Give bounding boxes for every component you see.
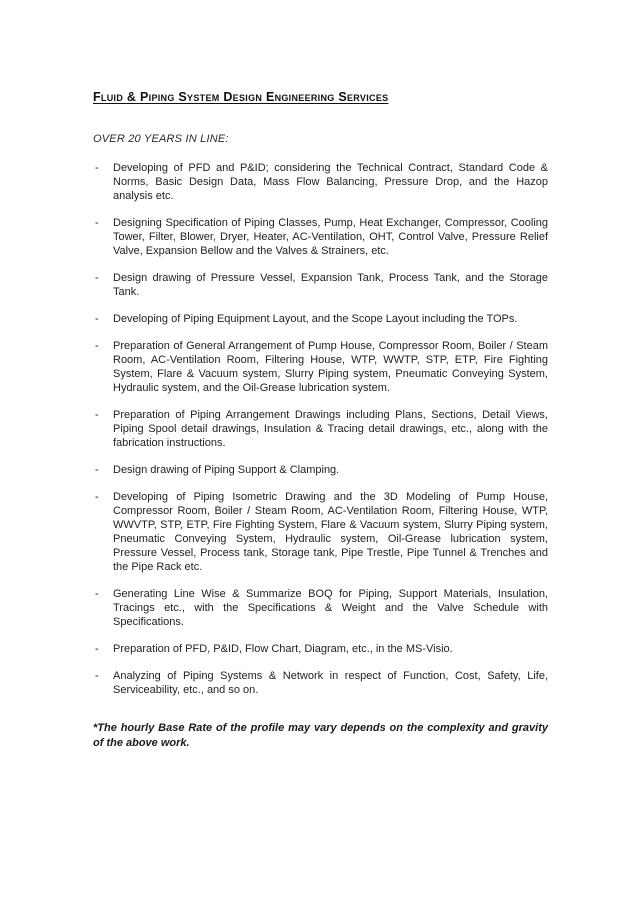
list-item-text: Preparation of PFD, P&ID, Flow Chart, Diagram, etc., in the MS-Visio. [113, 643, 453, 655]
list-item-marker: - [95, 340, 99, 352]
list-item-marker: - [95, 272, 99, 284]
list-item [93, 161, 548, 203]
list-item-text: Developing of PFD and P&ID; considering the Technical Contract, Standard Code & Norms, Basic Design Data, Mass Flow Balancing, Pressure Drop, and the Hazop analysis etc. [113, 162, 548, 202]
services-list [93, 161, 548, 697]
list-item-marker: - [95, 217, 99, 229]
list-item-marker: - [95, 409, 99, 421]
page-subtitle: OVER 20 YEARS IN LINE: [93, 133, 229, 145]
list-item-text: Preparation of General Arrangement of Pump House, Compressor Room, Boiler / Steam Room, AC-Ventilation Room, Filtering House, WTP, WWTP, STP, ETP, Fire Fighting System, Flare & Vacuum system, Slurry Piping system, Pneumatic Conveying System, Hydraulic system, and the Oil-Grease lubrication system. [113, 340, 548, 394]
list-item-text: Developing of Piping Isometric Drawing and the 3D Modeling of Pump House, Compressor Room, Boiler / Steam Room, AC-Ventilation Room, Filtering House, WTP, WWVTP, STP, ETP, Fire Fighting System, Flare & Vacuum system, Slurry Piping system, Pneumatic Conveying System, Hydraulic system, Oil-Grease lubrication system, Pressure Vessel, Process tank, Storage tank, Pipe Trestle, Pipe Tunnel & Trenches and the Pipe Rack etc. [113, 491, 548, 573]
list-item-marker: - [95, 491, 99, 503]
list-item [93, 216, 548, 258]
list-item-marker: - [95, 643, 99, 655]
document-content [93, 90, 548, 751]
list-item-text: Generating Line Wise & Summarize BOQ for Piping, Support Materials, Insulation, Tracings etc., with the Specifications & Weight and the Valve Schedule with Specifications. [113, 588, 548, 628]
list-item [93, 642, 548, 656]
list-item [93, 312, 548, 326]
list-item-marker: - [95, 162, 99, 174]
list-item [93, 408, 548, 450]
list-item-marker: - [95, 464, 99, 476]
list-item-text: Design drawing of Pressure Vessel, Expansion Tank, Process Tank, and the Storage Tank. [113, 272, 548, 298]
list-item-text: Developing of Piping Equipment Layout, and the Scope Layout including the TOPs. [113, 313, 518, 325]
list-item [93, 271, 548, 299]
list-item-text: Preparation of Piping Arrangement Drawings including Plans, Sections, Detail Views, Piping Spool detail drawings, Insulation & Tracing detail drawings, etc., along with the fabrication instructions. [113, 409, 548, 449]
list-item [93, 490, 548, 574]
list-item [93, 463, 548, 477]
list-item [93, 339, 548, 395]
footnote: *The hourly Base Rate of the profile may vary depends on the complexity and gravity of the above work. [93, 722, 548, 749]
list-item [93, 587, 548, 629]
list-item-text: Analyzing of Piping Systems & Network in respect of Function, Cost, Safety, Life, Serviceability, etc., and so on. [113, 670, 548, 696]
list-item-text: Designing Specification of Piping Classes, Pump, Heat Exchanger, Compressor, Cooling Tower, Filter, Blower, Dryer, Heater, AC-Ventilation, OHT, Control Valve, Pressure Relief Valve, Expansion Bellow and the Valves & Strainers, etc. [113, 217, 548, 257]
list-item-marker: - [95, 313, 99, 325]
list-item-marker: - [95, 670, 99, 682]
list-item-text: Design drawing of Piping Support & Clamping. [113, 464, 340, 476]
list-item [93, 669, 548, 697]
page-title: Fluid & Piping System Design Engineering Services [93, 90, 389, 104]
list-item-marker: - [95, 588, 99, 600]
